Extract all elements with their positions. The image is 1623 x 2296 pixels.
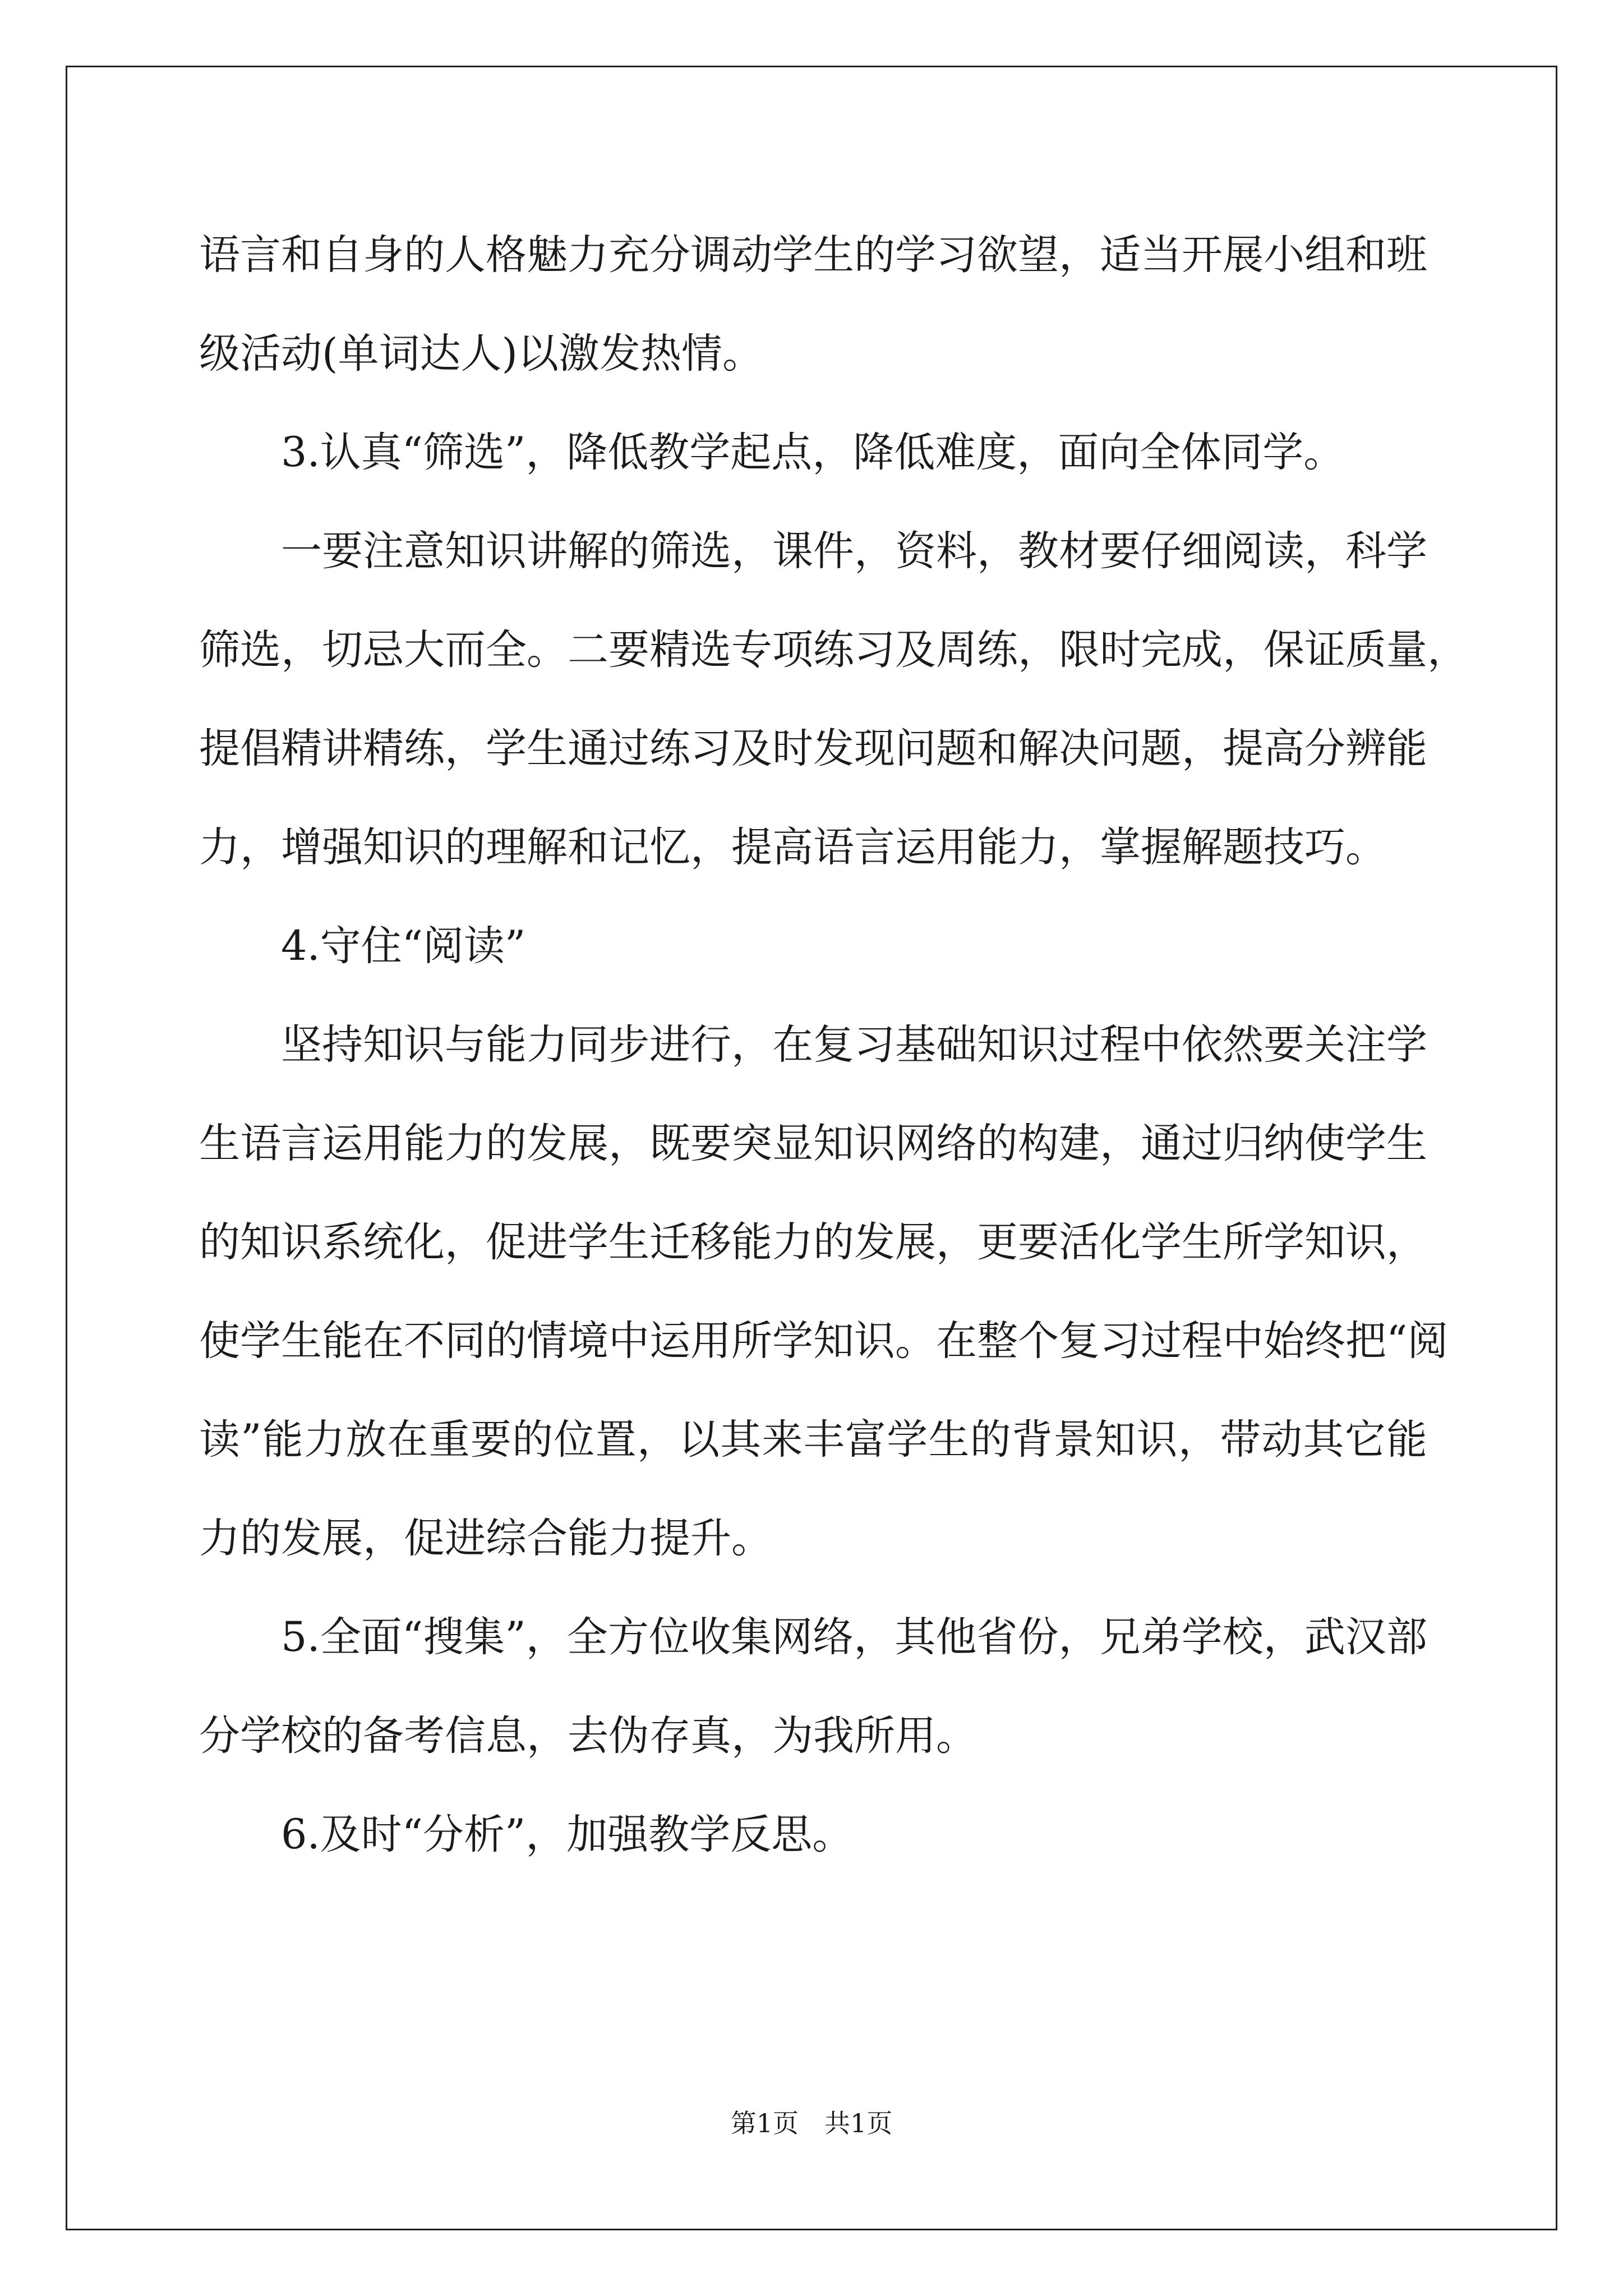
paragraph-line: 使学生能在不同的情境中运用所学知识。在整个复习过程中始终把“阅 xyxy=(199,1317,1449,1365)
paragraph-line: 分学校的备考信息，去伪存真，为我所用。 xyxy=(199,1712,977,1760)
paragraph-line: 生语言运用能力的发展，既要突显知识网络的构建，通过归纳使学生 xyxy=(199,1120,1427,1167)
paragraph-line: 力的发展，促进综合能力提升。 xyxy=(199,1515,772,1562)
paragraph-line: 读”能力放在重要的位置，以其来丰富学生的背景知识，带动其它能 xyxy=(199,1416,1427,1464)
document-body xyxy=(199,206,1468,1884)
paragraph-line: 提倡精讲精练，学生通过练习及时发现问题和解决问题，提高分辨能 xyxy=(199,725,1427,772)
paragraph-line: 坚持知识与能力同步进行，在复习基础知识过程中依然要关注学 xyxy=(281,1021,1427,1069)
paragraph-line: 级活动(单词达人)以激发热情。 xyxy=(199,330,763,378)
paragraph-line: 力，增强知识的理解和记忆，提高语言运用能力，掌握解题技巧。 xyxy=(199,823,1386,871)
paragraph-line: 筛选，切忌大而全。二要精选专项练习及周练，限时完成，保证质量， xyxy=(199,626,1468,674)
section-heading-3: 3.认真“筛选”，降低教学起点，降低难度，面向全体同学。 xyxy=(281,429,1345,476)
paragraph-line: 的知识系统化，促进学生迁移能力的发展，更要活化学生所学知识， xyxy=(199,1218,1427,1266)
section-heading-6: 6.及时“分析”，加强教学反思。 xyxy=(281,1811,854,1858)
paragraph-line: 一要注意知识讲解的筛选，课件，资料，教材要仔细阅读，科学 xyxy=(281,527,1427,575)
page-footer: 第1页 共1页 xyxy=(730,2108,893,2138)
section-heading-4: 4.守住“阅读” xyxy=(281,922,526,970)
section-heading-5: 5.全面“搜集”，全方位收集网络，其他省份，兄弟学校，武汉部 xyxy=(281,1613,1427,1661)
paragraph-line: 语言和自身的人格魅力充分调动学生的学习欲望，适当开展小组和班 xyxy=(199,231,1427,279)
